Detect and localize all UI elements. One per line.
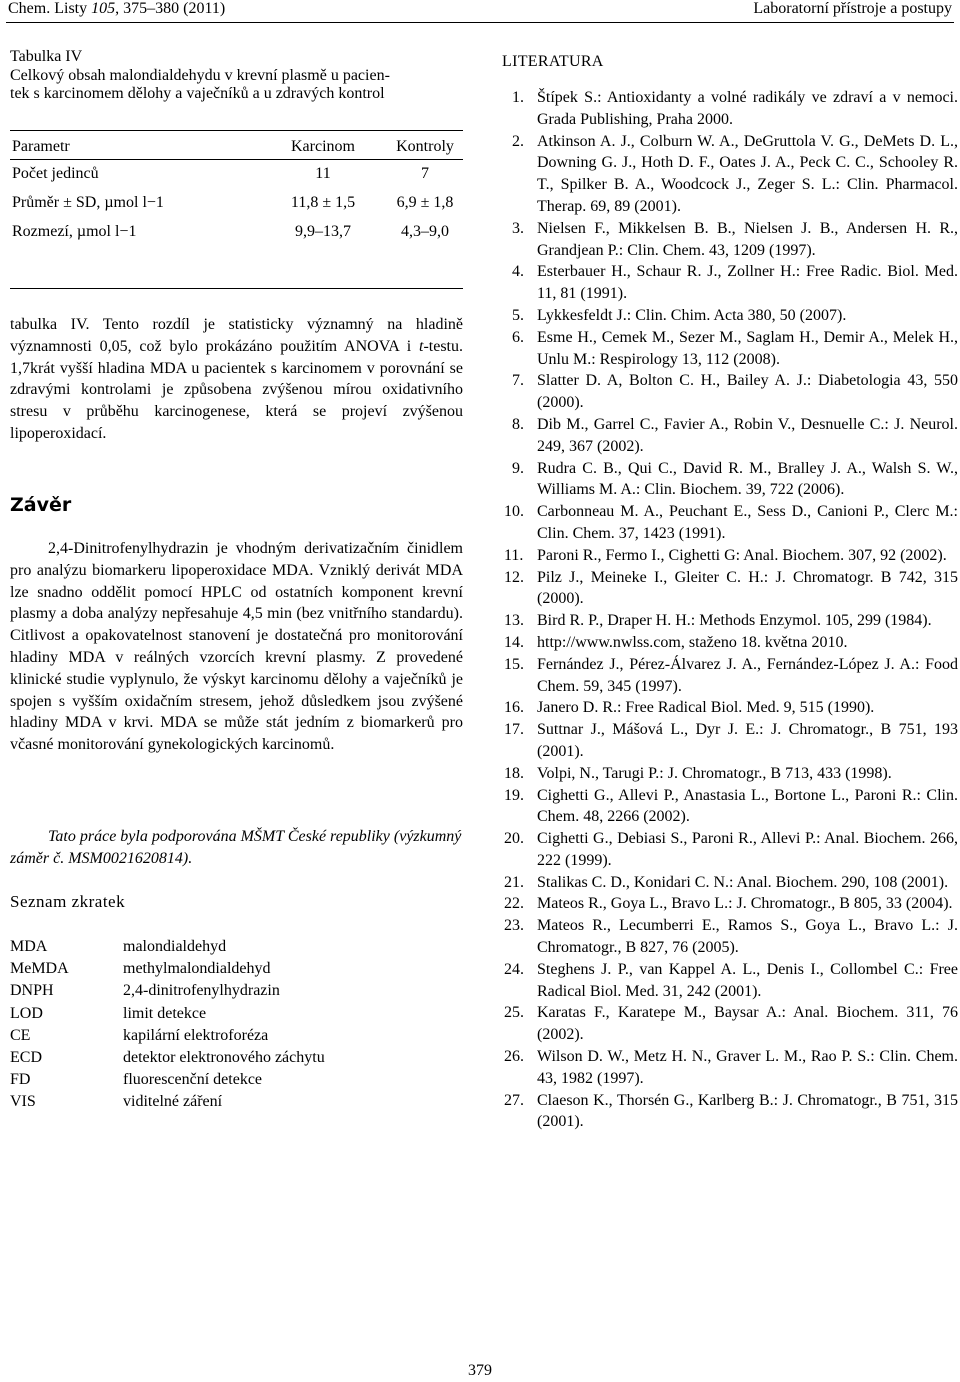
results-paragraph: tabulka IV. Tento rozdíl je statisticky významný na hladině významnosti 0,05, což bylo prokázáno použitím ANOVA i t-testu. 1,7krát vyšší hladina MDA u pacientek s karcinomem v porovnání se zdravými kontrolami je způsobena zvýšenou mírou oxidativního stresu v průběhu karcinogenese, která se projeví zvýšenou lipoperoxidací.: [10, 316, 463, 442]
abbreviations-list: [10, 936, 463, 1114]
abbreviation-item: MDA malondialdehyd: [10, 938, 227, 955]
table-cell: Počet jedinců: [12, 165, 99, 182]
table-caption: [10, 48, 463, 104]
conclusion-heading: Závěr: [10, 494, 72, 516]
table-number: Tabulka IV: [10, 48, 83, 65]
abbreviation-item: FD fluorescenční detekce: [10, 1071, 263, 1089]
table-header-row: [10, 137, 463, 159]
reference-item: 26. Wilson D. W., Metz H. N., Graver L. M., Rao P. S.: Clin. Chem. 43, 1982 (1997).: [504, 1048, 958, 1087]
table-row: [10, 164, 463, 186]
table-row: [10, 222, 463, 244]
running-header: [0, 0, 960, 22]
conclusion-paragraph: 2,4-Dinitrofenylhydrazin je vhodným derivatizačním činidlem pro analýzu biomarkeru lipoperoxidace MDA. Vzniklý derivát MDA lze snadno oddělit pomocí HPLC od ostatních komponent krevní plasmy a doba analýzy nepřesahuje 4,5 min (bez vnitřního standardu). Citlivost a opakovatelnost stanovení je dostatečná pro monitorování hladiny MDA v reálných vzorcích krevní plasmy. Z provedené klinické studie vyplynulo, že výskyt karcinomu dělohy a vaječníků je spojen s vyšším oxidačním stresem, jehož důsledkem jsou zvýšené hladiny MDA v krvi. MDA se může stát jedním z biomarkerů pro včasné monitorování gynekologických karcinomů.: [10, 540, 463, 754]
col-header-karcinom: Karcinom: [291, 138, 355, 155]
table-cell: 4,3–9,0: [401, 223, 449, 240]
abbreviation-item: LOD limit detekce: [10, 1004, 207, 1022]
table-header-rule: [10, 159, 463, 160]
table-top-rule: [10, 130, 463, 131]
reference-list: [502, 87, 958, 1133]
reference-item: 6. Esme H., Cemek M., Sezer M., Saglam H., Demir A., Melek H., Unlu M.: Respirology 13, 112 (2008).: [512, 328, 958, 368]
reference-item: 17. Suttnar J., Mášová L., Dyr J. E.: J. Chromatogr., B 751, 193 (2001).: [504, 721, 958, 760]
abbreviation-item: ECD detektor elektronového záchytu: [10, 1048, 325, 1066]
journal-citation: Chem. Listy 105, 375–380 (2011): [8, 0, 226, 17]
reference-item: 9. Rudra C. B., Qui C., David R. M., Bralley J. A., Walsh S. W., Williams M. A.: Clin. Biochem. 39, 722 (2006).: [512, 459, 958, 499]
col-header-kontroly: Kontroly: [396, 138, 454, 155]
reference-item: 4. Esterbauer H., Schaur R. J., Zollner H.: Free Radic. Biol. Med. 11, 81 (1991).: [512, 263, 958, 303]
reference-item: 1. Štípek S.: Antioxidanty a volné radikály ve zdraví a v nemoci. Grada Publishing, Praha 2000.: [512, 89, 958, 128]
reference-item: 20. Cighetti G., Debiasi S., Paroni R., Allevi P.: Anal. Biochem. 266, 222 (1999).: [504, 830, 958, 869]
reference-item: 13. Bird R. P., Draper H. H.: Methods Enzymol. 105, 299 (1984).: [504, 612, 932, 630]
reference-item: 22. Mateos R., Goya L., Bravo L.: J. Chromatogr., B 805, 33 (2004).: [504, 895, 953, 913]
abbreviations-heading: Seznam zkratek: [10, 892, 126, 911]
reference-item: 19. Cighetti G., Allevi P., Anastasia L., Bortone L., Paroni R.: Clin. Chem. 48, 2266 (2002).: [504, 786, 958, 826]
table-title-line-2: tek s karcinomem dělohy a vaječníků a u zdravých kontrol: [10, 85, 385, 102]
abbreviation-item: DNPH 2,4-dinitrofenylhydrazin: [10, 982, 280, 1000]
reference-item: 12. Pilz J., Meineke I., Gleiter C. H.: J. Chromatogr. B 742, 315 (2000).: [504, 568, 958, 608]
reference-item: 21. Stalikas C. D., Konidari C. N.: Anal. Biochem. 290, 108 (2001).: [504, 873, 949, 891]
reference-item: 10. Carbonneau M. A., Peuchant E., Sess D., Canioni P., Clerc M.: Clin. Chem. 37, 1423 (1991).: [504, 503, 958, 542]
table-bottom-rule: [10, 288, 463, 289]
literature-heading: LITERATURA: [502, 53, 604, 70]
reference-item: 14. http://www.nwlss.com, staženo 18. května 2010.: [504, 633, 848, 651]
reference-item: 27. Claeson K., Thorsén G., Karlberg B.: J. Chromatogr., B 751, 315 (2001).: [504, 1091, 958, 1131]
abbreviation-item: CE kapilární elektroforéza: [10, 1026, 269, 1044]
table-cell: 9,9–13,7: [295, 223, 351, 240]
table-cell: 6,9 ± 1,8: [396, 194, 454, 211]
reference-item: 24. Steghens J. P., van Kappel A. L., Denis I., Collombel C.: Free Radical Biol. Med. 31, 242 (2001).: [504, 960, 958, 1000]
table-row: [10, 193, 463, 215]
reference-item: 3. Nielsen F., Mikkelsen B. B., Nielsen J. B., Andersen H. R., Grandjean P.: Clin. Chem. 43, 1209 (1997).: [512, 219, 958, 259]
page-number: 379: [468, 1362, 492, 1379]
table-cell: 7: [421, 165, 429, 182]
reference-item: 8. Dib M., Garrel C., Favier A., Robin V., Desnuelle C.: J. Neurol. 249, 367 (2002).: [512, 415, 958, 455]
reference-item: 16. Janero D. R.: Free Radical Biol. Med. 9, 515 (1990).: [504, 699, 875, 717]
reference-item: 11. Paroni R., Fermo I., Cighetti G: Anal. Biochem. 307, 92 (2002).: [504, 546, 947, 564]
table-cell: 11: [315, 165, 331, 182]
table-cell: Průměr ± SD, µmol l−1: [12, 194, 164, 211]
reference-item: 2. Atkinson A. J., Colburn W. A., DeGruttola V. G., DeMets D. L., Downing G. J., Hoth D. F., Oates J. A., Peck C. C., Schooley R. T., Spilker B. A., Woodcock J., Zeger S. L.: Clin. Pharmacol. Therap. 69, 89 (2001).: [512, 132, 958, 215]
reference-item: 15. Fernández J., Pérez-Álvarez J. A., Fernández-López J. A.: Food Chem. 59, 345 (1997).: [504, 655, 958, 695]
table-cell: Rozmezí, µmol l−1: [12, 223, 137, 240]
table-cell: 11,8 ± 1,5: [290, 194, 356, 211]
reference-item: 23. Mateos R., Lecumberri E., Ramos S., Goya L., Bravo L.: J. Chromatogr., B 827, 76 (2005).: [504, 917, 958, 957]
abbreviation-item: MeMDA methylmalondialdehyd: [10, 960, 271, 978]
table-title-line-1: Celkový obsah malondialdehydu v krevní plasmě u pacien-: [10, 66, 390, 84]
abbreviation-item: VIS viditelné záření: [10, 1093, 223, 1111]
header-divider: [6, 22, 954, 23]
reference-item: 25. Karatas F., Karatepe M., Baysar A.: Anal. Biochem. 311, 76 (2002).: [504, 1004, 958, 1044]
reference-item: 7. Slatter D. A, Bolton C. H., Bailey A. J.: Diabetologia 43, 550 (2000).: [512, 372, 958, 412]
reference-item: 18. Volpi, N., Tarugi P.: J. Chromatogr., B 713, 433 (1998).: [504, 764, 892, 782]
section-title: Laboratorní přístroje a postupy: [753, 0, 952, 17]
reference-item: 5. Lykkesfeldt J.: Clin. Chim. Acta 380, 50 (2007).: [512, 306, 847, 324]
col-header-parametr: Parametr: [12, 138, 70, 155]
acknowledgement: Tato práce byla podporována MŠMT České republiky (výzkumný záměr č. MSM0021620814).: [10, 828, 462, 867]
